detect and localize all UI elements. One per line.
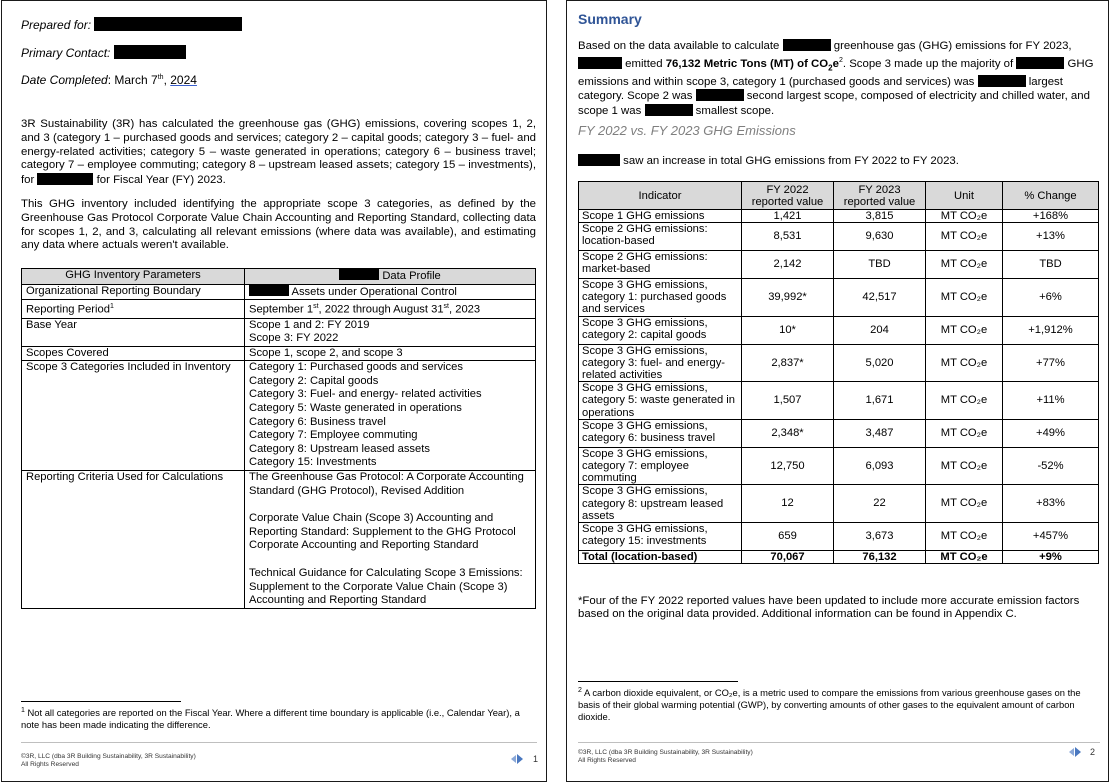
criteria-item: Technical Guidance for Calculating Scope 3 Emissions: Supplement to the Corporate Value Chain (Scope 3) Accounting and Reporting Standard <box>249 567 523 607</box>
increase-sentence: saw an increase in total GHG emissions from FY 2022 to FY 2023. <box>578 154 1099 169</box>
emissions-comparison-table <box>578 181 1099 564</box>
category-item: Category 8: Upstream leased assets <box>249 442 430 455</box>
table-header: FY 2022 reported value <box>742 182 834 210</box>
document-page-1 <box>1 0 547 782</box>
footnote-rule <box>21 701 181 702</box>
redacted-block <box>339 269 379 280</box>
table-header: Unit <box>926 182 1003 210</box>
table-cell: Reporting Criteria Used for Calculations <box>22 471 245 609</box>
inventory-parameters-table <box>21 268 536 609</box>
category-item: Category 5: Waste generated in operations <box>249 402 462 415</box>
criteria-item: Corporate Value Chain (Scope 3) Accounting and Reporting Standard: Supplement to the GHG Protocol Corporate Accounting and Reporting Standard <box>249 512 516 552</box>
table-header: % Change <box>1003 182 1099 210</box>
table-cell: Organizational Reporting Boundary <box>22 284 245 300</box>
redacted-block <box>114 45 186 59</box>
redacted-block <box>249 285 289 296</box>
footnote-rule <box>578 681 738 682</box>
document-page-2 <box>566 0 1109 782</box>
redacted-block <box>37 173 93 185</box>
table-cell: Scope 1, scope 2, and scope 3 <box>245 346 536 361</box>
category-item: Category 6: Business travel <box>249 415 386 428</box>
table-cell: Base Year <box>22 318 245 346</box>
prepared-for-line: Prepared for: <box>21 17 242 32</box>
redacted-block <box>94 17 242 31</box>
redacted-block <box>578 57 622 69</box>
footer-copyright: ©3R, LLC (dba 3R Building Sustainability, 3R Sustainability) All Rights Reserved <box>578 749 753 764</box>
table-note: *Four of the FY 2022 reported values have been updated to include more accurate emission factors based on the original data provided. Additional information can be found in Appendix C. <box>578 595 1080 621</box>
table-header: FY 2023 reported value <box>834 182 926 210</box>
redacted-block <box>578 154 620 166</box>
redacted-block <box>1016 57 1064 69</box>
redacted-block <box>696 89 744 101</box>
category-item: Category 15: Investments <box>249 456 377 469</box>
table-header: GHG Inventory Parameters <box>22 269 245 285</box>
table-cell: Scopes Covered <box>22 346 245 361</box>
table-header: Indicator <box>579 182 742 210</box>
table-row: Scope 3 GHG emissions, category 7: employee commuting 12,750 6,093 MT CO₂e -52% <box>579 447 1099 485</box>
table-row: Scope 2 GHG emissions: location-based 8,531 9,630 MT CO₂e +13% <box>579 223 1099 251</box>
3r-logo-icon <box>1068 746 1082 758</box>
table-row: Scope 3 GHG emissions, category 15: investments 659 3,673 MT CO₂e +457% <box>579 523 1099 551</box>
primary-contact-line: Primary Contact: <box>21 45 186 60</box>
page-number: 1 <box>533 754 539 764</box>
table-cell: Assets under Operational Control <box>245 284 536 300</box>
table-row: Scope 3 GHG emissions, category 6: business travel 2,348* 3,487 MT CO₂e +49% <box>579 419 1099 447</box>
table-cell: Scope 3 Categories Included in Inventory <box>22 361 245 471</box>
table-row: Scope 3 GHG emissions, category 3: fuel- and energy-related activities 2,837* 5,020 MT CO₂e +77% <box>579 344 1099 382</box>
footer-rule <box>578 742 1100 743</box>
table-cell: Reporting Period$^1$ <box>22 300 245 318</box>
footer-copyright: ©3R, LLC (dba 3R Building Sustainability, 3R Sustainability) All Rights Reserved <box>21 753 196 768</box>
footnote-2: $^2$ A carbon dioxide equivalent, or CO₂e, is a metric used to compare the emissions from various greenhouse gases on the basis of their global warming potential (GWP), by converting amounts of other gases to the equivalent amount of carbon dioxide. <box>578 687 1081 723</box>
category-item: Category 1: Purchased goods and services <box>249 361 463 374</box>
table-row: Scope 3 GHG emissions, category 8: upstream leased assets 12 22 MT CO₂e +83% <box>579 485 1099 523</box>
table-cell <box>245 361 536 471</box>
redacted-block <box>978 75 1026 87</box>
category-item: Category 7: Employee commuting <box>249 429 418 442</box>
table-row: Scope 3 GHG emissions, category 2: capital goods 10* 204 MT CO₂e +1,912% <box>579 316 1099 344</box>
category-item: Category 2: Capital goods <box>249 374 379 387</box>
table-row: Scope 1 GHG emissions 1,421 3,815 MT CO₂e +168% <box>579 210 1099 223</box>
table-header: Data Profile <box>245 269 536 285</box>
3r-logo-icon <box>510 753 524 765</box>
criteria-item: The Greenhouse Gas Protocol: A Corporate Accounting Standard (GHG Protocol), Revised Addition <box>249 471 524 497</box>
redacted-block <box>783 39 831 51</box>
table-cell <box>245 471 536 609</box>
table-cell: September 1st, 2022 through August 31st, 2023 <box>245 300 536 318</box>
comparison-subheading: FY 2022 vs. FY 2023 GHG Emissions <box>578 123 796 138</box>
summary-heading: Summary <box>578 11 642 27</box>
table-cell: Scope 1 and 2: FY 2019 Scope 3: FY 2022 <box>245 318 536 346</box>
footnote-1: $^1$ Not all categories are reported on the Fiscal Year. Where a different time boundary is applicable (i.e., Calendar Year), a note has been made indicating the difference. <box>21 707 520 731</box>
intro-paragraph: 3R Sustainability (3R) has calculated the greenhouse gas (GHG) emissions, covering scopes 1, 2, and 3 (category 1 – purchased goods and services; category 2 – capital goods; category 3 – fuel- and energy-related activities; category 5 – waste generated in operations; category 6 – business travel; category 7 – employee commuting; category 8 – upstream leased assets; category 15 – investments), for for Fiscal Year (FY) 2023. <box>21 118 536 187</box>
table-row: Scope 3 GHG emissions, category 5: waste generated in operations 1,507 1,671 MT CO₂e +11% <box>579 382 1099 420</box>
inventory-paragraph: This GHG inventory included identifying the appropriate scope 3 categories, as defined by the Greenhouse Gas Protocol Corporate Value Chain Accounting and Reporting Standard, collecting data for scopes 1, 2, and 3, calculating all relevant emissions (where data was available), and estimating any data where actuals weren't available. <box>21 198 536 252</box>
category-item: Category 3: Fuel- and energy- related activities <box>249 388 482 401</box>
table-total-row: Total (location-based) 70,067 76,132 MT CO₂e +9% <box>579 551 1099 564</box>
footer-rule <box>21 742 537 743</box>
summary-paragraph: Based on the data available to calculate greenhouse gas (GHG) emissions for FY 2023, emitted 76,132 Metric Tons (MT) of $CO_2e^2$. Scope 3 made up the majority of GHG emissions and within scope 3, category 1 (purchased goods and services) was largest category. Scope 2 was second largest scope, composed of electricity and chilled water, and scope 1 was smallest scope. <box>578 40 1094 118</box>
table-row: Scope 2 GHG emissions: market-based 2,142 TBD MT CO₂e TBD <box>579 251 1099 279</box>
redacted-block <box>645 104 693 116</box>
date-completed-line: Date Completed: March 7th, 2024 <box>21 73 197 87</box>
page-number: 2 <box>1090 747 1096 757</box>
table-row: Scope 3 GHG emissions, category 1: purchased goods and services 39,992* 42,517 MT CO₂e +6% <box>579 279 1099 317</box>
